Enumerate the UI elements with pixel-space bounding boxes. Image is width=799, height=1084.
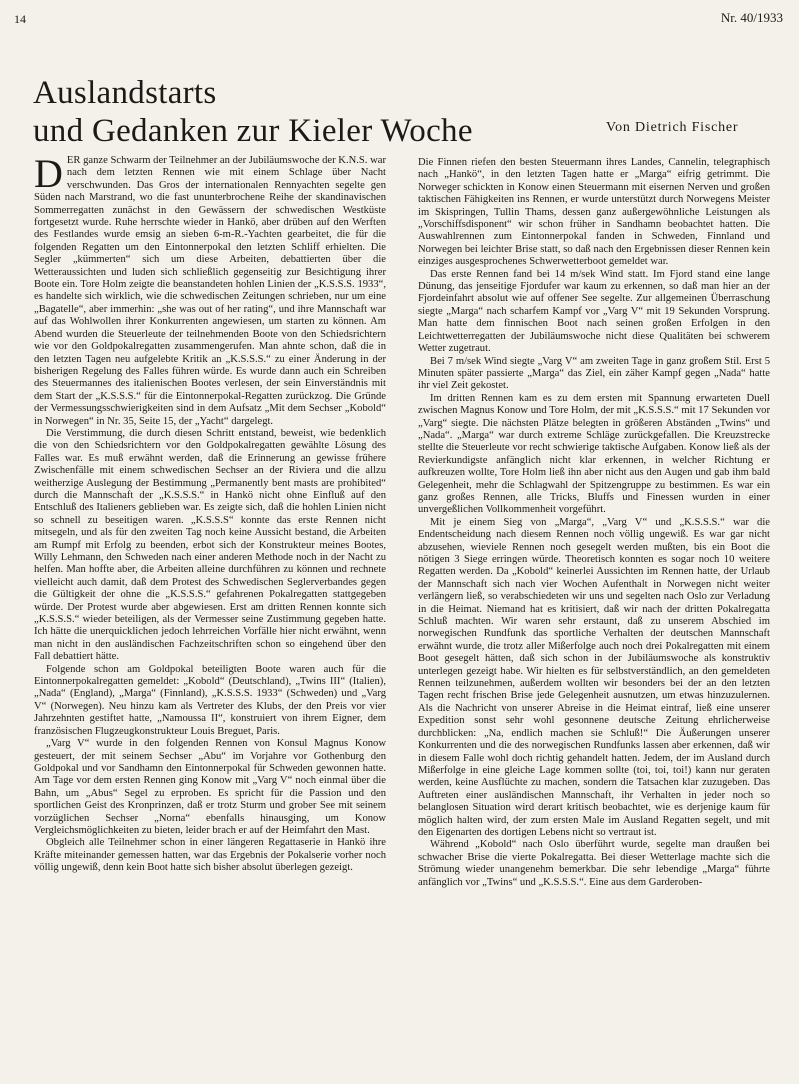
paragraph: Folgende schon am Goldpokal beteiligten Boote waren auch für die Eintonnerpokalregatten gemeldet: „Kobold“ (Deutschland), „Twins III“ (Italien), „Nada“ (England), „Marga“ (Finnland), „K.S.S.S. 1933“ (Schweden) und „Varg V“ (Norwegen). Neu hinzu kam als Vertreter des Klubs, der den Preis vor vier Jahrzehnten gestiftet hatte, „Namoussa II“, konstruiert von ihrem Eigner, dem französischen Flugzeugkonstrukteur Louis Breguet, Paris. xyxy=(34,663,386,737)
right-column xyxy=(418,157,770,889)
paragraph: Die Finnen riefen den besten Steuermann ihres Landes, Cannelin, telegraphisch nach „Hankö“, in den letzten Tagen hatte er „Marga“ eifrig getrimmt. Die Norweger schickten in Konow einen Steuermann mit eisernen Nerven und großen taktischen Fähigkeiten ins Rennen, er wurde unterstützt durch Norwegens Meister im Skispringen, Tullin Thams, dessen ganz außergewöhnliche Leistungen als „Vorschiffsdisponent“ wir schon früher in Sandhamn beobachtet hatten. Die Auswahlrennen zum Eintonnerpokal fanden in Schweden, Finnland und Norwegen bei leichter Brise statt, so daß nach den Ergebnissen dieser Rennen kein einziges ausgesprochenes Schwerwetterboot gemeldet war. xyxy=(418,157,770,268)
page-number: 14 xyxy=(14,12,26,26)
headline-line-1: Auslandstarts xyxy=(33,75,217,111)
paragraph: Die Verstimmung, die durch diesen Schritt entstand, beweist, wie bedenklich die von den Schiedsrichtern vor den Goldpokalregatten gewählte Lösung des Falles war. Es muß erwähnt werden, daß die Erinnerung an gewisse frühere Zwischenfälle mit einem schwedischen Sechser an der Riviera und die allzu weitherzige Auslegung der Bestimmung „Permanently bent masts are prohibited“ durch die Mannschaft der „K.S.S.S.“ in Hankö nicht ohne Einfluß auf den Entschluß des Italieners geblieben war. Es zeigte sich, daß die hohlen Linien nicht so schnell zu beseitigen waren. „K.S.S.S“ konnte das erste Rennen nicht mitsegeln, und als für den zweiten Tag noch keine Aussicht bestand, die Arbeiten am Rumpf mit Erfolg zu beenden, erbot sich der Konstrukteur meines Bootes, Willy Lehmann, den Schweden nach einer anderen Methode noch in der Nacht zu helfen. Man hoffte aber, die Arbeiten alleine durchführen zu können und rechnete vielleicht auch damit, daß dem Protest des Schwedischen Seglerverbandes gegen die Gültigkeit der ohne die „K.S.S.S.“ gefahrenen Pokalregatten stattgegeben würde. Der Protest wurde aber abgewiesen. Erst am dritten Rennen konnte sich „K.S.S.S.“ wieder beteiligen, als der Vermesser seine Zustimmung gegeben hatte. Ich hätte die unerquicklichen jedoch lehrreichen Vorfälle hier nicht erwähnt, wenn man nicht in den ausländischen Fachzeitschriften schon so eingehend über den Fall debattiert hätte. xyxy=(34,427,386,663)
article-byline: Von Dietrich Fischer xyxy=(606,120,739,135)
paragraph: Das erste Rennen fand bei 14 m/sek Wind statt. Im Fjord stand eine lange Dünung, das jenseitige Fjordufer war kaum zu erkennen, so daß man hier an der Fjordeinfahrt absolut wie auf offener See segelte. Zur allgemeinen Überraschung siegte „Marga“ nach scharfem Kampf vor „Varg V“ mit 19 Sekunden Vorsprung. Man hatte dem finnischen Boot nach seinen großen Erfolgen in den Leichtwetterregatten der Jubiläumswoche nicht diese Qualitäten bei schwerem Wetter zugetraut. xyxy=(418,268,770,355)
issue-number: Nr. 40/1933 xyxy=(720,10,783,25)
paragraph: Während „Kobold“ nach Oslo überführt wurde, segelte man draußen bei schwacher Brise die vierte Pokalregatta. Bei dieser Wetterlage machte sich die Strömung wieder unangenehm bemerkbar. Die sehr lebendige „Marga“ führte anfänglich vor „Twins“ und „K.S.S.S.“. Eine aus dem Garderoben- xyxy=(418,839,770,888)
paragraph: DER ganze Schwarm der Teilnehmer an der Jubiläumswoche der K.N.S. war nach dem letzten Rennen wie mit einem Schlage über Nacht verschwunden. Das Gros der internationalen Rennyachten segelte gen Süden nach Marstrand, wo die fast ununterbrochene Reihe der skandinavischen Sommerregatten zunächst in den Gewässern der schwedischen Westküste fortgesetzt wurde. Ruhe herrschte wieder in Hankö, aber drüben auf den Werften des Festlandes wurde emsig an sieben 6-m-R.-Yachten gearbeitet, die für die folgenden Regatten um den Eintonnerpokal den letzten Schliff erhielten. Die Segler „kümmerten“ sich um diese Arbeiten, debattierten über die Wetteraussichten und luden sich schließlich gegenseitig zur Besichtigung ihrer Boote ein. Tore Holm zeigte die beanstandeten hohlen Linien der „K.S.S.S. 1933“, es handelte sich wirklich, wie die schwedischen Zeitungen schrieben, nur um eine „Bagatelle“, aber immerhin: „she was out of her rating“, und ihre Mannschaft war auf das Wohlwollen ihrer Konkurrenten angewiesen, um starten zu können. Am Abend wurden die Steuerleute der teilnehmenden Boote von den Schiedsrichtern wie vor den Goldpokalregatten zusammengerufen. Man ahnte schon, daß die in den letzten Tagen neu aufgelebte Kritik an „K.S.S.S.“ zu einer Änderung in der bisherigen Regelung des Falles führen würde. Es wurde dann auch ein Schreiben des Steuermannes des italienischen Bootes verlesen, der sein Einverständnis mit dem Start der „K.S.S.S.“ für die Eintonnerpokal-Regatten zurückzog. Die Gründe der Vermessungsschwierigkeiten sind in dem Aufsatz „Mit dem Sechser „Kobold“ in Norwegen“ in Nr. 35, Seite 15, der „Yacht“ dargelegt. xyxy=(34,151,386,427)
paragraph: Bei 7 m/sek Wind siegte „Varg V“ am zweiten Tage in ganz großem Stil. Erst 5 Minuten später passierte „Marga“ das Ziel, ein zäher Kampf gegen „Nada“ hatte ihr viel Zeit gekostet. xyxy=(418,355,770,392)
paragraph: Obgleich alle Teilnehmer schon in einer längeren Regattaserie in Hankö ihre Kräfte miteinander gemessen hatten, war das Ergebnis der Pokalserie vorher noch völlig ungewiß, denn kein Boot hatte sich bisher absolut überlegen gezeigt. xyxy=(34,837,386,874)
drop-cap: D xyxy=(34,151,63,196)
paragraph: Mit je einem Sieg von „Marga“, „Varg V“ und „K.S.S.S.“ war die Endentscheidung nach diesem Rennen noch völlig ungewiß. Es war gar nicht abzusehen, wieviele Rennen noch gesegelt werden mußten, bis ein Boot die nötigen 3 Siege erringen würde. Theoretisch konnten es sogar noch 10 weitere Regatten werden. Da „Kobold“ keinerlei Aussichten im Rennen hatte, der Urlaub der Mannschaft sich nach vier Wochen Aufenthalt in Norwegen nicht weiter verlängern ließ, so verabschiedeten wir uns und segelten nach Oslo zur Verladung in die Heimat. Niemand hat es kritisiert, daß wir nach der dritten Pokalregatta Schluß machten. Wir waren sehr erstaunt, daß zu unserem Abschied im norwegischen Rundfunk das sportliche Verhalten der deutschen Mannschaft erwähnt wurde, die trotz aller Mißerfolge auch noch drei Pokalregatten mit einem Boot gesegelt hätten, daß sich schon in der Jubiläumswoche als konstruktiv unterlegen gezeigt habe. Wir hielten es für selbstverständlich, an den gemeldeten Rennen teilzunehmen, außerdem wollten wir besonders bei der an den letzten Tagen recht frischen Brise jede Gelegenheit ausnutzen, um etwas hinzuzulernen. Als die Nachricht von unserer Abreise in die Heimat eintraf, ließ eine unserer Expedition sonst sehr wohl gesonnene deutsche Zeitung ehrlicherweise durchblicken: „Na, endlich machen sie Schluß!“ Die Äußerungen unserer Konkurrenten und die des norwegischen Rundfunks lassen aber erkennen, daß wir in diesem Falle wohl doch richtig gehandelt hatten. Jedem, der im Ausland durch Mißerfolge in eine gleiche Lage kommen sollte (toi, toi, toi!) kann nur geraten werden, keine Ausflüchte zu machen, sondern die Tatsachen klar zuzugeben. Das Auftreten einer ausländischen Mannschaft, ihr Verhalten in jeder noch so belanglosen Situation wird derart kritisch beobachtet, wie es derjenige kaum für möglich halten wird, der zum ersten Male im Ausland Regatten segelt, und mit den Eigenarten des dortigen Lebens nicht so vertraut ist. xyxy=(418,516,770,838)
article-headline xyxy=(33,74,473,150)
left-column xyxy=(34,151,386,875)
paragraph: „Varg V“ wurde in den folgenden Rennen von Konsul Magnus Konow gesteuert, der mit seinem Sechser „Abu“ im Vorjahre vor Gothenburg den Goldpokal und vor Sandhamn den Eintonnerpokal für Schweden gewonnen hatte. Am Tage vor dem ersten Rennen ging Konow mit „Varg V“ noch einmal über die Bahn, um „Abus“ Segel zu erproben. Es spricht für die Passion und den sportlichen Geist des Kronprinzen, daß er trotz Sturm und grober See mit seinem vorzüglichen Sechser „Norna“ ebenfalls hinausging, um Konow Vergleichsmöglichkeiten zu bieten, leider brach er auf der Heimfahrt den Mast. xyxy=(34,738,386,836)
paragraph: Im dritten Rennen kam es zu dem ersten mit Spannung erwarteten Duell zwischen Magnus Konow und Tore Holm, der mit „K.S.S.S.“ mit 17 Sekunden vor „Varg“ siegte. Die nächsten Plätze belegten in größeren Abständen „Twins“ und „Nada“. „Marga“ war durch extreme Schläge zurückgefallen. Die Kreuzstrecke stellte die Steuerleute vor recht schwierige taktische Aufgaben. Konow ließ als der Revierkundigste anfänglich nicht klar erkennen, in welcher Richtung er aufkreuzen wollte, Tore Holm ließ ihn aber nicht aus den Augen und gab ihm bald Gelegenheit, mehr die Schlagwahl der Spitzengruppe zu bestimmen. Es war ein ganz großes Rennen, alle Tricks, Bluffs und Finessen wurden in einer unvergeßlichen Vollkommenheit vorgeführt. xyxy=(418,392,770,516)
headline-line-2: und Gedanken zur Kieler Woche xyxy=(33,113,473,149)
